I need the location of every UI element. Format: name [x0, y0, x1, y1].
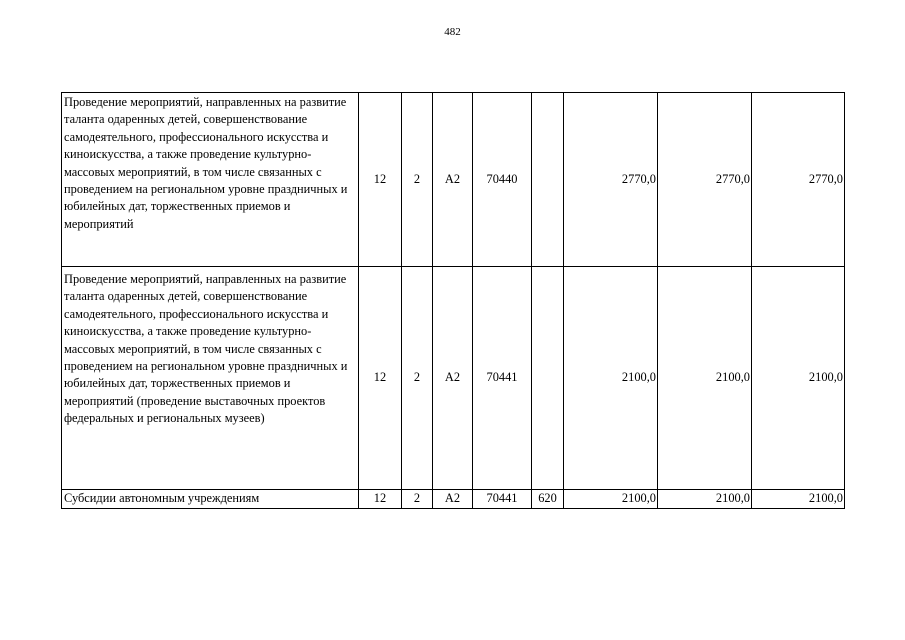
row-name-cell: Проведение мероприятий, направленных на развитие таланта одаренных детей, совершенствование самодеятельного, профессионального искусства и киноискусства, а также проведение культурно-массовых мероприятий, в том числе связанных с проведением на региональном уровне праздничных и юбилейных дат, торжественных приемов и мероприятий (проведение выставочных проектов федеральных и региональных музеев) — [62, 267, 359, 490]
row-name-cell: Субсидии автономным учреждениям — [62, 490, 359, 509]
table-row — [62, 490, 845, 509]
subsection-code-cell: 2 — [402, 93, 433, 267]
budget-table — [61, 92, 845, 509]
expense-type-cell — [532, 267, 564, 490]
program-code-cell: А2 — [433, 93, 473, 267]
item-code-cell: 70441 — [473, 267, 532, 490]
amount-2-cell: 2100,0 — [658, 267, 752, 490]
amount-1-cell: 2100,0 — [564, 490, 658, 509]
amount-3-cell: 2100,0 — [752, 490, 845, 509]
amount-2-cell: 2100,0 — [658, 490, 752, 509]
item-code-cell: 70440 — [473, 93, 532, 267]
expense-type-cell: 620 — [532, 490, 564, 509]
amount-3-cell: 2100,0 — [752, 267, 845, 490]
page-number: 482 — [444, 26, 461, 38]
program-code-cell: А2 — [433, 490, 473, 509]
table-row — [62, 93, 845, 267]
item-code-cell: 70441 — [473, 490, 532, 509]
amount-2-cell: 2770,0 — [658, 93, 752, 267]
subsection-code-cell: 2 — [402, 490, 433, 509]
amount-1-cell: 2770,0 — [564, 93, 658, 267]
subsection-code-cell: 2 — [402, 267, 433, 490]
expense-type-cell — [532, 93, 564, 267]
section-code-cell: 12 — [359, 93, 402, 267]
section-code-cell: 12 — [359, 267, 402, 490]
program-code-cell: А2 — [433, 267, 473, 490]
amount-1-cell: 2100,0 — [564, 267, 658, 490]
row-name-cell: Проведение мероприятий, направленных на развитие таланта одаренных детей, совершенствование самодеятельного, профессионального искусства и киноискусства, а также проведение культурно-массовых мероприятий, в том числе связанных с проведением на региональном уровне праздничных и юбилейных дат, торжественных приемов и мероприятий — [62, 93, 359, 267]
section-code-cell: 12 — [359, 490, 402, 509]
amount-3-cell: 2770,0 — [752, 93, 845, 267]
table-row — [62, 267, 845, 490]
